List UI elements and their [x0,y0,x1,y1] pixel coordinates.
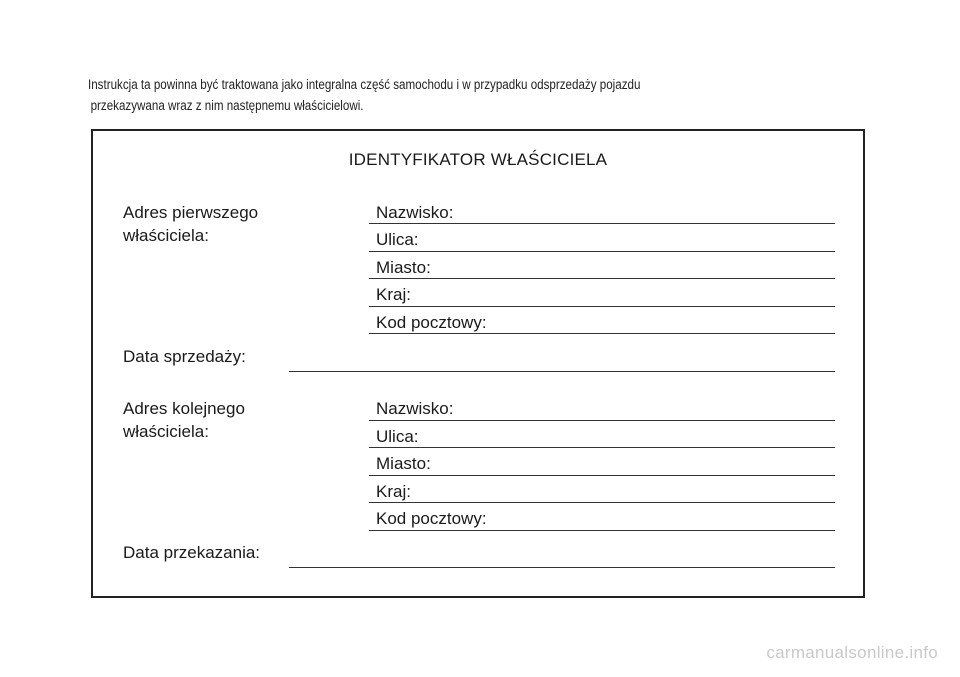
first-owner-label [123,201,258,247]
first-owner-postcode-label: Kod pocztowy: [376,313,487,332]
sale-date-field[interactable] [289,371,835,372]
next-owner-label-line-1: Adres kolejnego [123,399,245,418]
first-owner-street-field[interactable] [369,251,835,252]
watermark: carmanualsonline.info [766,643,938,662]
intro-line-1: Instrukcja ta powinna być traktowana jako integralna część samochodu i w przypadku odsprzedaży pojazdu [88,77,641,92]
next-owner-label-line-2: właściciela: [123,422,209,441]
next-owner-city-label: Miasto: [376,454,431,473]
first-owner-street-label: Ulica: [376,230,419,249]
first-owner-country-label: Kraj: [376,285,411,304]
first-owner-postcode-field[interactable] [369,333,835,334]
next-owner-street-label: Ulica: [376,427,419,446]
owner-identifier-form [91,129,865,598]
next-owner-country-label: Kraj: [376,482,411,501]
intro-text [88,74,742,116]
first-owner-country-field[interactable] [369,306,835,307]
next-owner-street-field[interactable] [369,447,835,448]
next-owner-surname-label: Nazwisko: [376,399,454,418]
next-owner-postcode-label: Kod pocztowy: [376,509,487,528]
transfer-date-label: Data przekazania: [123,543,261,562]
first-owner-city-label: Miasto: [376,258,431,277]
first-owner-surname-field[interactable] [369,223,835,224]
first-owner-city-field[interactable] [369,278,835,279]
first-owner-surname-label: Nazwisko: [376,203,454,222]
next-owner-surname-field[interactable] [369,420,835,421]
transfer-date-field[interactable] [289,567,835,568]
sale-date-label: Data sprzedaży: [123,347,246,366]
next-owner-city-field[interactable] [369,475,835,476]
next-owner-label [123,397,245,443]
next-owner-country-field[interactable] [369,502,835,503]
next-owner-postcode-field[interactable] [369,530,835,531]
first-owner-label-line-1: Adres pierwszego [123,203,259,222]
first-owner-label-line-2: właściciela: [123,226,209,245]
intro-line-2: przekazywana wraz z nim następnemu właścicielowi. [90,98,364,113]
form-title: IDENTYFIKATOR WŁAŚCICIELA [348,150,608,169]
